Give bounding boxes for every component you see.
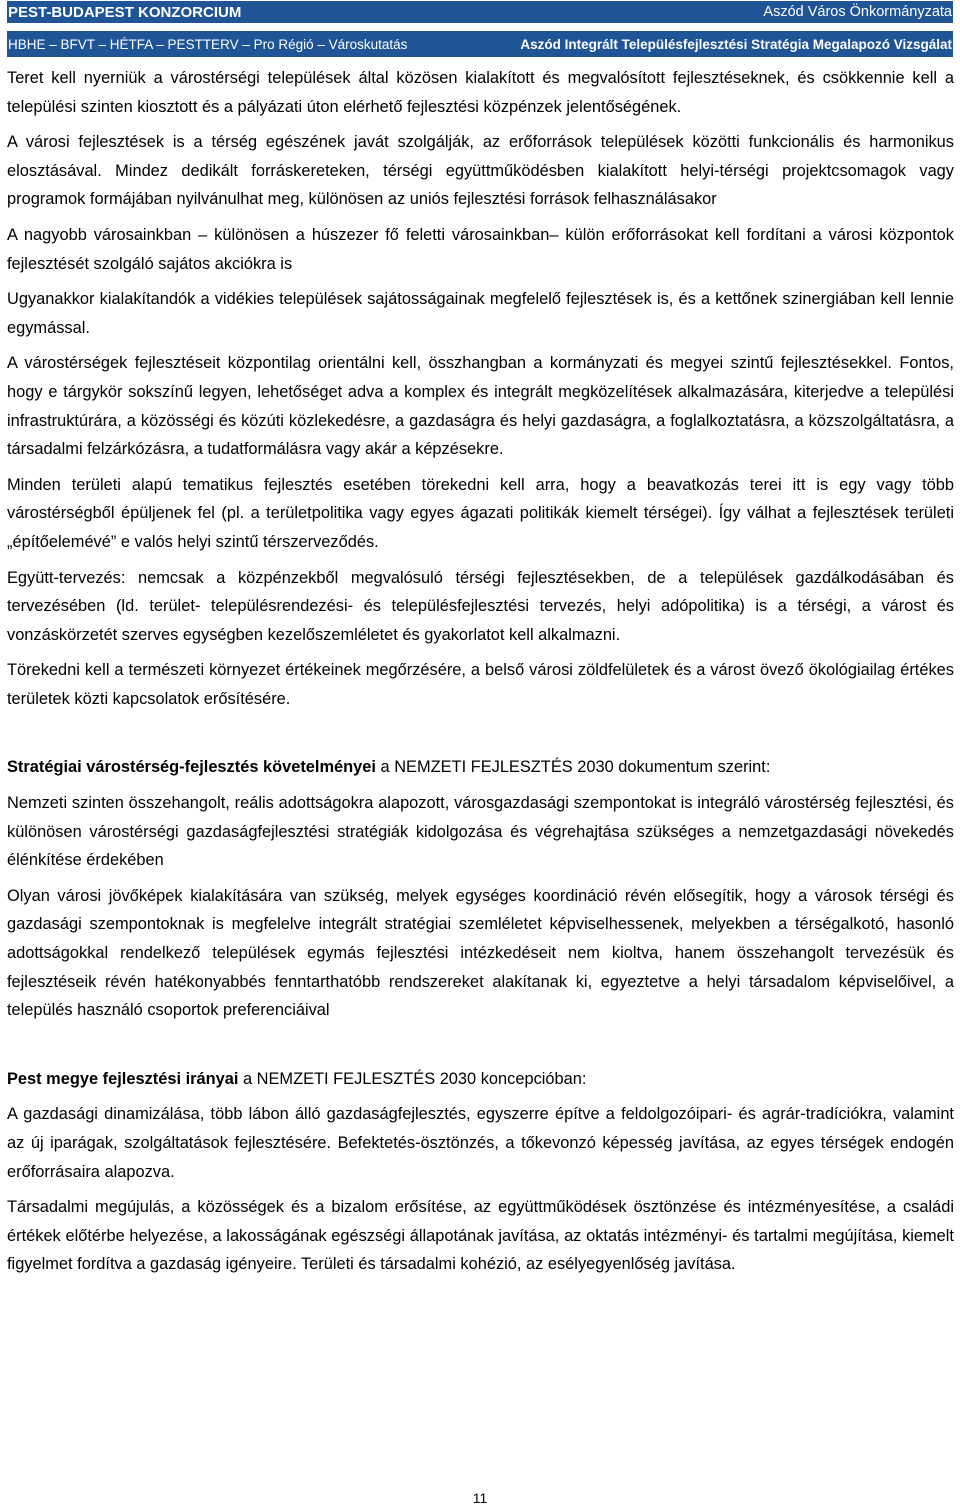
paragraph: A várostérségek fejlesztéseit központilag orientálni kell, összhangban a kormányzati és megyei szintű fejlesztésekkel. Fontos, hogy e tárgykör sokszínű legyen, lehetőséget adva a komplex és integrált megközelítések alkalmazására, kiterjedve a települési infrastruktúrára, a közösségi és közúti közlekedésre, a gazdaságra és helyi gazdaságra, a foglalkoztatásra, a közszolgáltatásra, a társadalmi felzárkózásra, a tudatformálásra vagy akár a képzésekre. — [7, 354, 954, 459]
paragraph: Olyan városi jövőképek kialakítására van szükség, melyek egységes koordináció révén elősegítik, hogy a városok térségi és gazdasági szempontoknak is megfelelve integrált stratégiai szemléletet képviselhessenek, melyekben a térségalkotó, hasonló adottságokkal rendelkező települések egymás fejlesztési intézkedéseit nem kioltva, hanem összehangolt tervezésük és fejlesztéseik révén hatékonyabbés fenntarthatóbb rendszereket alakítanak ki, egyeztetve a helyi társadalom képviselőivel, a település használó csoportok preferenciáival — [7, 886, 954, 1020]
paragraph: Együtt-tervezés: nemcsak a közpénzekből megvalósuló térségi fejlesztésekben, de a települések gazdálkodásában és tervezésében (ld. terület- településrendezési- és településfejlesztési tervezés, helyi adópolitika) is a térségi, a várost és vonzáskörzetét szerves egységben kezelőszemléletet és gyakorlatot kell alkalmazni. — [7, 568, 954, 644]
paragraph: A gazdasági dinamizálása, több lábon álló gazdaságfejlesztés, egyszerre építve a feldolgozóipari- és agrár-tradíciókra, valamint az új iparágak, szolgáltatások fejlesztésére. Befektetés-ösztönzés, a tőkevonzó képesség javítása, az egyes térségek endogén erőforrásaira alapozva. — [7, 1105, 954, 1181]
header-document-title: Aszód Integrált Településfejlesztési Stratégia Megalapozó Vizsgálat — [520, 36, 952, 52]
section-heading-rest: a NEMZETI FEJLESZTÉS 2030 koncepcióban: — [238, 1069, 587, 1088]
header-top-band — [7, 1, 953, 23]
header-partners: HBHE – BFVT – HÉTFA – PESTTERV – Pro Régió – Városkutatás — [8, 36, 408, 52]
page-number: 11 — [472, 1490, 488, 1506]
paragraph: Ugyanakkor kialakítandók a vidékies települések sajátosságainak megfelelő fejlesztések is, és a kettőnek szinergiában kell lennie egymással. — [7, 290, 954, 337]
paragraph: Teret kell nyerniük a várostérségi települések által közösen kialakított és megvalósított fejlesztéseknek, és csökkennie kell a települési szinten kiosztott és a pályázati úton elérhető fejlesztési közpénzek jelentőségének. — [7, 69, 954, 116]
section-heading-rest: a NEMZETI FEJLESZTÉS 2030 dokumentum szerint: — [375, 758, 771, 777]
section-heading-pest — [7, 1065, 954, 1094]
paragraph: Minden területi alapú tematikus fejlesztés esetében törekedni kell arra, hogy a beavatkozás terei itt is egy vagy több várostérségből épüljenek fel (pl. a területpolitika vagy egyes ágazati politikák kiemelt térségei). Így válhat a fejlesztések területi „építőelemévé” e valós helyi szintű térszerveződés. — [7, 475, 954, 551]
paragraph: Törekedni kell a természeti környezet értékeinek megőrzésére, a belső városi zöldfelületek és a várost övező ökológiailag értékes területek közti kapcsolatok erősítésére. — [7, 661, 954, 708]
paragraph: Társadalmi megújulás, a közösségek és a bizalom erősítése, az együttműködések ösztönzése és intézményesítése, a családi értékek előtérbe helyezése, a lakosságának egészségi állapotának javítása, az oktatás intézményi- és tartalmi megújítása, kiemelt figyelmet fordítva a gazdaság igényeire. Területi és társadalmi kohézió, az esélyegyenlőség javítása. — [7, 1198, 954, 1274]
section-heading-bold: Pest megye fejlesztési irányai — [7, 1069, 239, 1088]
document-body — [7, 64, 954, 1279]
paragraph: A városi fejlesztések is a térség egészének javát szolgálják, az erőforrások települések közötti funkcionális és harmonikus elosztásával. Mindez dedikált forráskereteken, térségi együttműködésben kialakított helyi-térségi projektcsomagok vagy programok formájában nyilvánulhat meg, különösen az uniós fejlesztési források felhasználásakor — [7, 133, 954, 209]
header-client: Aszód Város Önkormányzata — [763, 4, 952, 20]
paragraph: A nagyobb városainkban – különösen a húszezer fő feletti városainkban– külön erőforrásokat kell fordítani a városi központok fejlesztését szolgáló sajátos akciókra is — [7, 225, 954, 273]
section-heading-bold: Stratégiai várostérség-fejlesztés követelményei — [7, 758, 376, 777]
page-header — [0, 0, 960, 64]
header-organization: PEST-BUDAPEST KONZORCIUM — [8, 3, 242, 21]
paragraph: Nemzeti szinten összehangolt, reális adottságokra alapozott, városgazdasági szempontokat is integráló várostérség fejlesztési, és különösen várostérségi gazdaságfejlesztési stratégiák kidolgozása és végrehajtása szükséges a nemzetgazdasági növekedés élénkítése érdekében — [7, 794, 954, 870]
header-bottom-band — [7, 31, 953, 57]
section-heading-strategic — [7, 753, 954, 782]
